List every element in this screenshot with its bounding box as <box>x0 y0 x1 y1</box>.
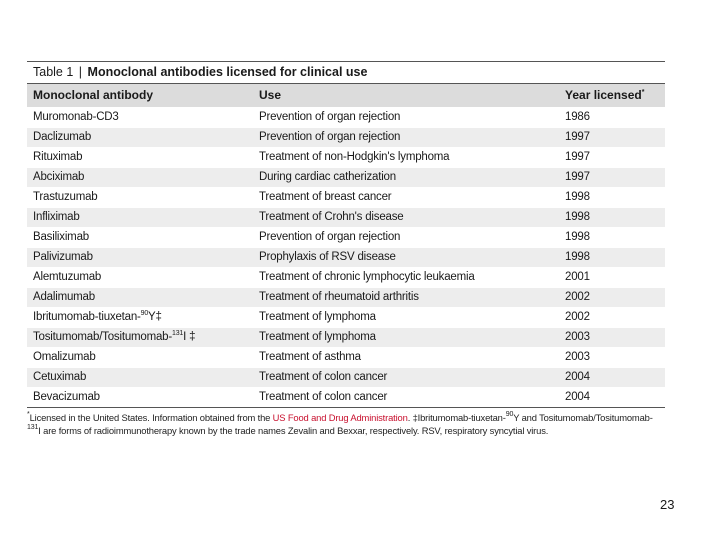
cell-antibody <box>27 367 253 387</box>
cell-year: 2002 <box>565 311 590 323</box>
table-row <box>27 287 665 307</box>
cell-year: 1998 <box>565 191 590 203</box>
header-year <box>559 84 665 107</box>
cell-year: 1997 <box>565 151 590 163</box>
cell-year: 2003 <box>565 351 590 363</box>
antibody-name: Basiliximab <box>33 231 89 243</box>
cell-antibody <box>27 187 253 207</box>
cell-use: Treatment of chronic lymphocytic leukaemia <box>259 271 475 283</box>
antibody-name: Abciximab <box>33 171 85 183</box>
cell-antibody <box>27 307 253 327</box>
cell-year: 1997 <box>565 131 590 143</box>
cell-use: Prevention of organ rejection <box>259 111 401 123</box>
table-header-row <box>27 84 665 107</box>
cell-use: Prophylaxis of RSV disease <box>259 251 396 263</box>
table-body <box>27 107 665 407</box>
cell-year: 1998 <box>565 251 590 263</box>
antibody-table <box>27 84 665 407</box>
caption-title: Monoclonal antibodies licensed for clinical use <box>87 65 368 79</box>
header-year-label: Year licensed <box>565 88 642 103</box>
cell-antibody <box>27 327 253 347</box>
footnote-text-2: . ‡Ibritumomab-tiuxetan- <box>407 412 506 423</box>
cell-use: Treatment of colon cancer <box>259 371 388 383</box>
cell-year: 2004 <box>565 371 590 383</box>
cell-year: 2004 <box>565 391 590 404</box>
antibody-name: Adalimumab <box>33 291 95 303</box>
table-row <box>27 227 665 247</box>
table-row <box>27 147 665 167</box>
table-figure <box>27 61 665 437</box>
cell-use: Treatment of Crohn's disease <box>259 211 404 223</box>
cell-use: Treatment of non-Hodgkin's lymphoma <box>259 151 450 163</box>
table-row <box>27 167 665 187</box>
antibody-name: Daclizumab <box>33 131 92 143</box>
cell-antibody <box>27 387 253 407</box>
cell-antibody <box>27 207 253 227</box>
cell-use: Treatment of rheumatoid arthritis <box>259 291 419 303</box>
table-row <box>27 347 665 367</box>
cell-antibody <box>27 147 253 167</box>
table-caption <box>27 62 665 83</box>
cell-antibody <box>27 347 253 367</box>
footnote-star: * <box>27 411 30 418</box>
isotope-symbol: I ‡ <box>183 331 196 343</box>
antibody-name: Cetuximab <box>33 371 87 383</box>
caption-separator: | <box>78 65 83 79</box>
cell-use: Treatment of asthma <box>259 351 361 363</box>
footnote-text-4: I are forms of radioimmunotherapy known by the trade names Zevalin and Bexxar, respectively. RSV, respiratory syncytial virus. <box>38 425 549 436</box>
cell-year: 1986 <box>565 111 590 123</box>
table-footnote <box>27 408 665 437</box>
header-use: Use <box>259 88 282 103</box>
cell-year: 2001 <box>565 271 590 283</box>
isotope-mass: 90 <box>140 310 149 317</box>
footnote-sup-90: 90 <box>505 411 514 418</box>
cell-use: Treatment of breast cancer <box>259 191 392 203</box>
antibody-name: Tositumomab/Tositumomab- <box>33 331 173 343</box>
antibody-name: Rituximab <box>33 151 83 163</box>
antibody-name: Omalizumab <box>33 351 96 363</box>
table-row <box>27 367 665 387</box>
cell-year: 2003 <box>565 331 590 343</box>
header-year-mark: * <box>641 89 645 97</box>
antibody-name: Alemtuzumab <box>33 271 102 283</box>
table-row <box>27 207 665 227</box>
footnote-text-1: Licensed in the United States. Information obtained from the <box>29 412 273 423</box>
cell-use: Treatment of lymphoma <box>259 331 376 343</box>
isotope-symbol: Y‡ <box>148 311 162 323</box>
cell-antibody <box>27 247 253 267</box>
page-number: 23 <box>660 497 675 512</box>
cell-year: 2002 <box>565 291 590 303</box>
fda-link[interactable]: US Food and Drug Administration <box>272 412 408 423</box>
cell-use: Treatment of lymphoma <box>259 311 376 323</box>
cell-use: Prevention of organ rejection <box>259 231 401 243</box>
antibody-name: Bevacizumab <box>33 391 100 404</box>
table-row <box>27 327 665 347</box>
cell-year: 1998 <box>565 211 590 223</box>
cell-antibody <box>27 167 253 187</box>
cell-antibody <box>27 107 253 127</box>
cell-antibody <box>27 227 253 247</box>
caption-label: Table 1 <box>33 65 74 79</box>
antibody-name: Trastuzumab <box>33 191 98 203</box>
table-row <box>27 387 665 407</box>
table-row <box>27 107 665 127</box>
isotope-mass: 131 <box>172 330 184 337</box>
footnote-text-3: Y and Tositumomab/Tositumomab- <box>513 412 653 423</box>
table-row <box>27 247 665 267</box>
table-row <box>27 307 665 327</box>
cell-year: 1997 <box>565 171 590 183</box>
table-row <box>27 187 665 207</box>
cell-antibody <box>27 287 253 307</box>
antibody-name: Palivizumab <box>33 251 93 263</box>
header-antibody: Monoclonal antibody <box>33 88 153 103</box>
antibody-name: Ibritumomab-tiuxetan- <box>33 311 141 323</box>
cell-year: 1998 <box>565 231 590 243</box>
footnote-sup-131: 131 <box>27 424 39 431</box>
table-row <box>27 127 665 147</box>
antibody-name: Muromonab-CD3 <box>33 111 119 123</box>
cell-antibody <box>27 267 253 287</box>
cell-antibody <box>27 127 253 147</box>
cell-use: During cardiac catherization <box>259 171 396 183</box>
antibody-name: Infliximab <box>33 211 80 223</box>
cell-use: Prevention of organ rejection <box>259 131 401 143</box>
cell-use: Treatment of colon cancer <box>259 391 388 404</box>
table-row <box>27 267 665 287</box>
